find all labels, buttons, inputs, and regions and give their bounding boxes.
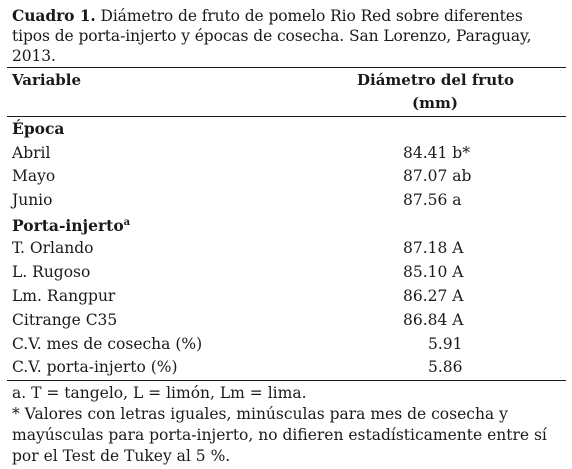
- footnote-marker-a: a: [123, 217, 131, 228]
- row-label-cv-mes: C.V. mes de cosecha (%): [12, 335, 203, 353]
- section-title-portainjerto-text: Porta-injerto: [12, 216, 124, 235]
- caption-text: Diámetro de fruto de pomelo Rio Red sobre diferentes tipos de porta-injerto y épocas de cosecha. San Lorenzo, Paraguay, 2013.: [12, 7, 532, 65]
- footnote-a: a. T = tangelo, L = limón, Lm = lima.: [12, 384, 307, 402]
- header-unit: (mm): [412, 94, 458, 112]
- top-rule: [7, 67, 566, 68]
- row-value-t-orlando: 87.18 A: [403, 239, 464, 257]
- bottom-rule: [7, 380, 566, 381]
- row-value-citrange-c35: 86.84 A: [403, 311, 464, 329]
- row-label-l-rugoso: L. Rugoso: [12, 263, 91, 281]
- section-title-portainjerto: [12, 213, 130, 236]
- row-value-cv-portainjerto: 5.86: [428, 358, 463, 376]
- row-label-junio: Junio: [12, 191, 53, 209]
- row-value-l-rugoso: 85.10 A: [403, 263, 464, 281]
- row-value-lm-rangpur: 86.27 A: [403, 287, 464, 305]
- row-value-junio: 87.56 a: [403, 191, 462, 209]
- table-caption: [12, 6, 564, 66]
- header-rule: [7, 116, 566, 117]
- row-label-t-orlando: T. Orlando: [12, 239, 94, 257]
- row-value-mayo: 87.07 ab: [403, 167, 472, 185]
- section-title-epoca: Época: [12, 119, 65, 138]
- row-label-abril: Abril: [12, 144, 51, 162]
- row-label-lm-rangpur: Lm. Rangpur: [12, 287, 116, 305]
- row-label-mayo: Mayo: [12, 167, 56, 185]
- header-diameter: Diámetro del fruto: [357, 71, 515, 89]
- row-value-abril: 84.41 b*: [403, 144, 470, 162]
- row-label-cv-portainjerto: C.V. porta-injerto (%): [12, 358, 178, 376]
- header-variable: Variable: [12, 71, 82, 89]
- row-label-citrange-c35: Citrange C35: [12, 311, 118, 329]
- caption-label: Cuadro 1.: [12, 6, 96, 25]
- row-value-cv-mes: 5.91: [428, 335, 463, 353]
- footnote-star: * Valores con letras iguales, minúsculas para mes de cosecha y mayúsculas para porta-injerto, no difieren estadísticamente entre sí por el Test de Tukey al 5 %.: [12, 405, 547, 465]
